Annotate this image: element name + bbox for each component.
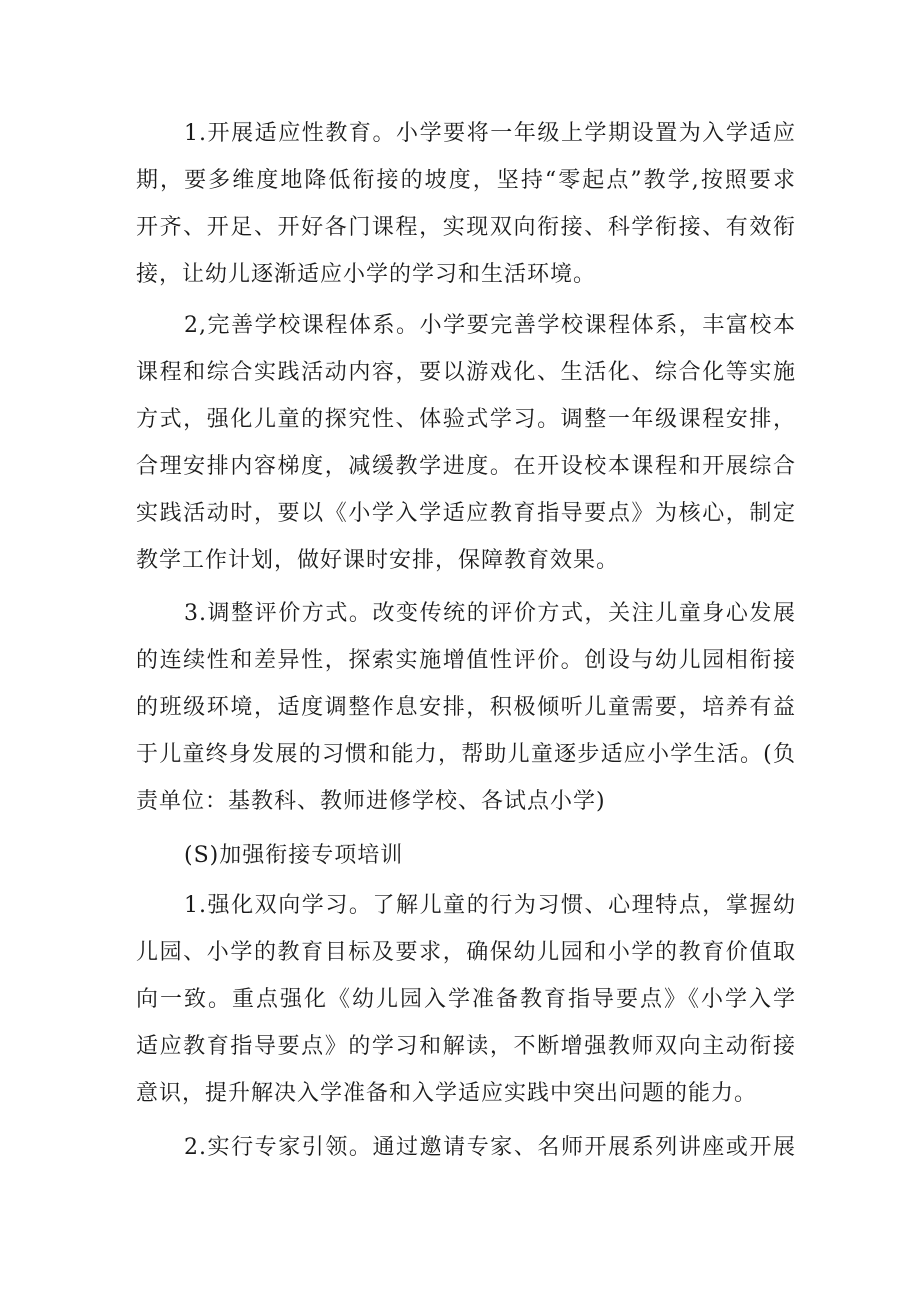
text-line: 于儿童终身发展的习惯和能力，帮助儿童逐步适应小学生活。(负 xyxy=(136,742,796,767)
paragraph-curriculum-system xyxy=(136,302,796,584)
paragraph-expert-guidance xyxy=(136,1124,796,1171)
text-line: 适应教育指导要点》的学习和解读，不断增强教师双向主动衔接 xyxy=(136,1034,796,1059)
text-line: 合理安排内容梯度，减缓教学进度。在开设校本课程和开展综合 xyxy=(136,454,796,479)
section-heading: (S)加强衔接专项培训 xyxy=(184,843,404,868)
text-line: 3.调整评价方式。改变传统的评价方式，关注儿童身心发展 xyxy=(184,601,796,626)
text-line: 的连续性和差异性，探索实施增值性评价。创设与幼儿园相衔接 xyxy=(136,648,796,673)
text-line: 方式，强化儿童的探究性、体验式学习。调整一年级课程安排， xyxy=(136,407,796,432)
text-line: 教学工作计划，做好课时安排，保障教育效果。 xyxy=(136,548,620,573)
text-line: 1.开展适应性教育。小学要将一年级上学期设置为入学适应 xyxy=(184,121,796,146)
text-line: 课程和综合实践活动内容，要以游戏化、生活化、综合化等实施 xyxy=(136,360,796,385)
text-line: 接，让幼儿逐渐适应小学的学习和生活环境。 xyxy=(136,262,597,287)
paragraph-evaluation-method xyxy=(136,590,796,825)
paragraph-two-way-learning xyxy=(136,882,796,1117)
text-line: 2.实行专家引领。通过邀请专家、名师开展系列讲座或开展 xyxy=(184,1135,796,1160)
text-line: 儿园、小学的教育目标及要求，确保幼儿园和小学的教育价值取 xyxy=(136,940,796,965)
text-line: 向一致。重点强化《幼儿园入学准备教育指导要点》《小学入学 xyxy=(136,987,796,1012)
text-line: 实践活动时，要以《小学入学适应教育指导要点》为核心，制定 xyxy=(136,501,796,526)
paragraph-adaptive-education xyxy=(136,110,796,298)
text-line: 责单位：基教科、教师进修学校、各试点小学) xyxy=(136,789,606,814)
text-line: 开齐、开足、开好各门课程，实现双向衔接、科学衔接、有效衔 xyxy=(136,215,796,240)
text-line: 期，要多维度地降低衔接的坡度，坚持“零起点”教学,按照要求 xyxy=(136,168,796,193)
text-line: 1.强化双向学习。了解儿童的行为习惯、心理特点，掌握幼 xyxy=(184,893,796,918)
text-line: 意识，提升解决入学准备和入学适应实践中突出问题的能力。 xyxy=(136,1081,758,1106)
text-line: 2,完善学校课程体系。小学要完善学校课程体系，丰富校本 xyxy=(184,313,796,338)
text-line: 的班级环境，适度调整作息安排，积极倾听儿童需要，培养有益 xyxy=(136,695,796,720)
